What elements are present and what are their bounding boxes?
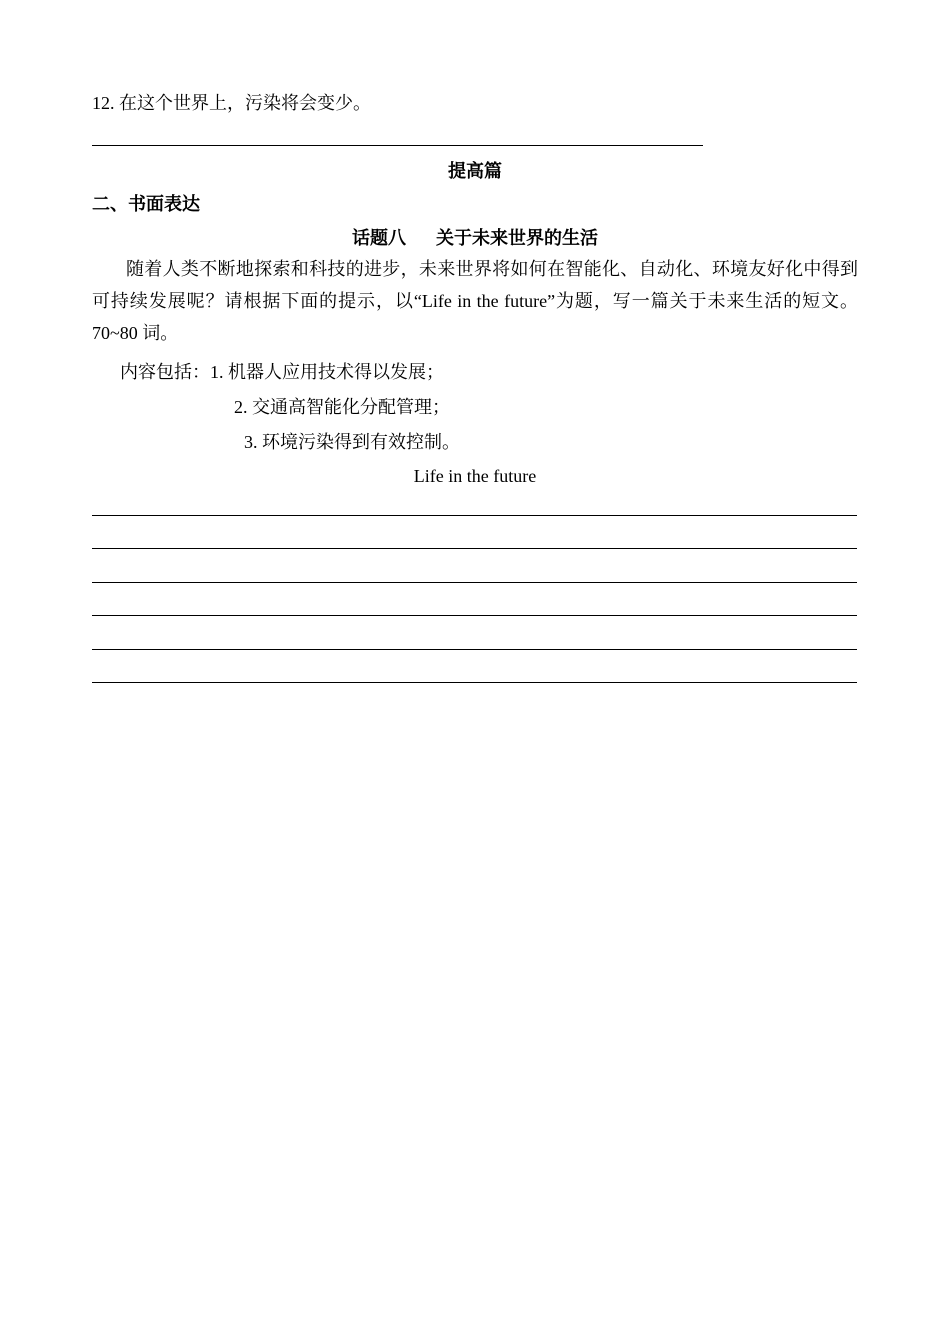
- essay-answer-line[interactable]: [92, 515, 857, 516]
- essay-title: Life in the future: [413, 466, 537, 486]
- topic-title: 关于未来世界的生活: [436, 228, 598, 248]
- point-2: 2. 交通高智能化分配管理；: [234, 397, 450, 417]
- point-3: 3. 环境污染得到有效控制。: [244, 432, 460, 452]
- content-requirements: [120, 361, 444, 383]
- question-12-text: 在这个世界上，污染将会变少。: [119, 93, 371, 113]
- essay-answer-line[interactable]: [92, 582, 857, 583]
- question-12-number: 12.: [92, 93, 115, 113]
- part-heading: 二、书面表达: [92, 194, 200, 214]
- content-intro: 内容包括：: [120, 362, 210, 382]
- question-12-answer-line[interactable]: [92, 145, 703, 146]
- essay-answer-line[interactable]: [92, 548, 857, 549]
- essay-answer-line[interactable]: [92, 649, 857, 650]
- point-1: 1. 机器人应用技术得以发展；: [210, 362, 444, 382]
- question-12: [92, 92, 371, 114]
- writing-prompt: 随着人类不断地探索和科技的进步，未来世界将如何在智能化、自动化、环境友好化中得到可持续发展呢？请根据下面的提示，以“Life in the future”为题，写一篇关于未来生活的短文。70~80 词。: [92, 259, 858, 343]
- topic-heading: [92, 227, 858, 249]
- essay-answer-line[interactable]: [92, 682, 857, 683]
- topic-label: 话题八: [352, 228, 406, 248]
- essay-answer-line[interactable]: [92, 615, 857, 616]
- section-title: 提高篇: [448, 161, 502, 181]
